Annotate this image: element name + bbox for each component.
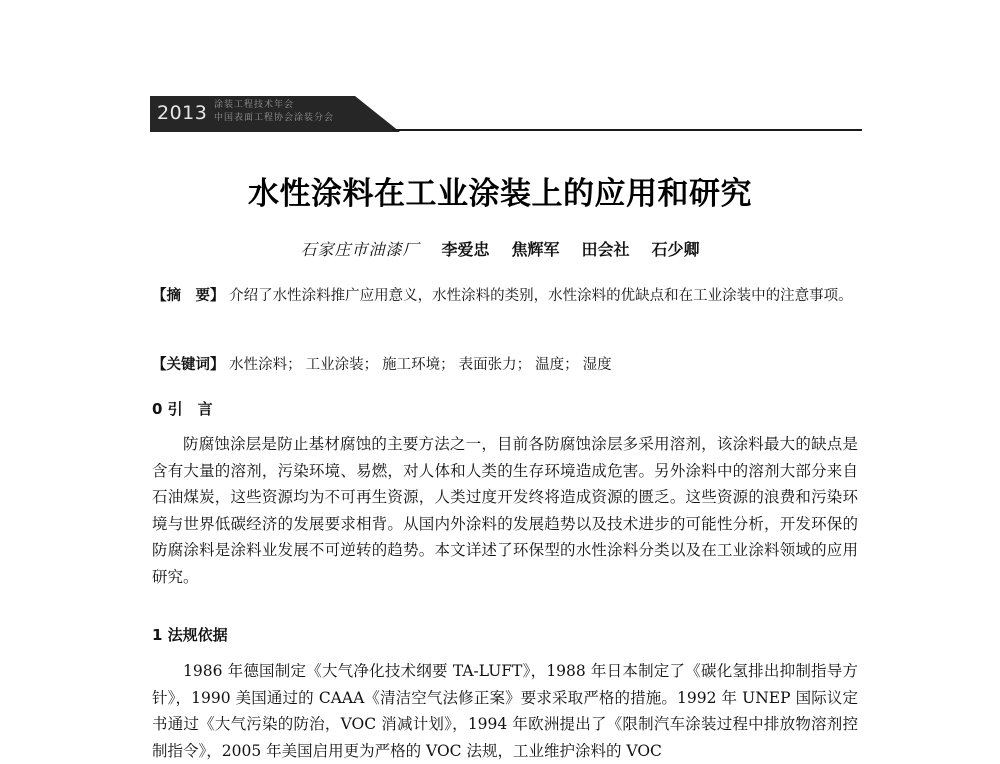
keywords-label: 【关键词】 — [152, 357, 225, 373]
author-name: 李爱忠 — [441, 240, 490, 259]
keyword-item: 工业涂装； — [305, 357, 379, 373]
abstract-label: 【摘 要】 — [152, 288, 225, 304]
section-heading-regulations: 1 法规依据 — [152, 626, 228, 644]
author-name: 焦辉军 — [511, 240, 560, 259]
keyword-item: 温度； — [535, 357, 579, 373]
abstract-text: 介绍了水性涂料推广应用意义，水性涂料的类别，水性涂料的优缺点和在工业涂装中的注意事项。 — [229, 288, 853, 304]
keyword-item: 湿度 — [582, 357, 612, 373]
section-paragraph-introduction: 防腐蚀涂层是防止基材腐蚀的主要方法之一，目前各防腐蚀涂层多采用溶剂，该涂料最大的缺点是含有大量的溶剂，污染环境、易燃，对人体和人类的生存环境造成危害。另外涂料中的溶剂大部分来自石油煤炭，这些资源均为不可再生资源，人类过度开发终将造成资源的匮乏。这些资源的浪费和污染环境与世界低碳经济的发展要求相背。从国内外涂料的发展趋势以及技术进步的可能性分析，开发环保的防腐涂料是涂料业发展不可逆转的趋势。本文详述了环保型的水性涂料分类以及在工业涂料领域的应用研究。 — [152, 435, 858, 586]
section-paragraph-regulations: 1986 年德国制定《大气净化技术纲要 TA-LUFT》，1988 年日本制定了《碳化氢排出抑制指导方针》，1990 美国通过的 CAAA《清洁空气法修正案》要求采取严格的措施。1992 年 UNEP 国际议定书通过《大气污染的防治，VOC 消减计划》，1994 年欧洲提出了《限制汽车涂装过程中排放物溶剂控制指令》，2005 年美国启用更为严格的 VOC 法规，工业维护涂料的 VOC — [152, 662, 858, 760]
keyword-item: 表面张力； — [458, 357, 532, 373]
keyword-item: 水性涂料； — [229, 357, 302, 373]
author-name: 石少卿 — [651, 240, 700, 259]
author-name: 田会社 — [581, 240, 630, 259]
affiliation: 石家庄市油漆厂 — [300, 240, 420, 259]
header-year: 2013 — [157, 102, 208, 124]
author-line — [0, 237, 1000, 260]
keyword-item: 施工环境； — [382, 357, 455, 373]
keywords — [152, 352, 857, 379]
header-subtitle-line2: 中国表面工程协会涂装分会 — [214, 113, 335, 123]
section-heading-introduction: 0 引 言 — [152, 400, 213, 418]
header-rule — [392, 129, 862, 131]
header-subtitle — [214, 99, 382, 125]
header-subtitle-line1: 涂装工程技术年会 — [214, 100, 295, 110]
paper-title: 水性涂料在工业涂装上的应用和研究 — [248, 176, 752, 212]
abstract — [152, 283, 857, 310]
